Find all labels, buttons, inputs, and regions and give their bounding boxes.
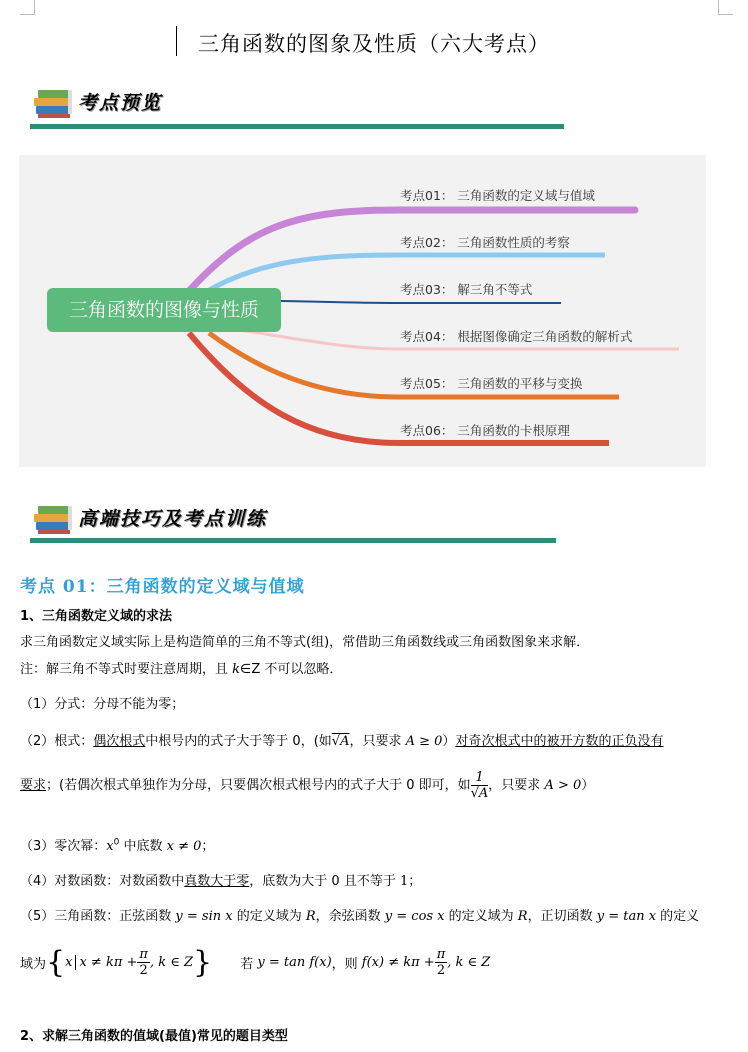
text-run: 注：解三角不等式时要注意周期，且 bbox=[20, 662, 233, 677]
math-x: x bbox=[106, 839, 114, 854]
topic-heading: 考点 01：三角函数的定义域与值域 bbox=[20, 577, 305, 597]
math-set: x bbox=[65, 955, 76, 970]
section-divider bbox=[30, 538, 556, 543]
fraction-denominator: 2 bbox=[139, 963, 148, 978]
math-fraction bbox=[435, 947, 448, 978]
math-set: , k ∈ Z bbox=[149, 955, 193, 970]
text-run: （4）对数函数：对数函数中 bbox=[20, 874, 185, 889]
math-sin: y = sin x bbox=[175, 909, 233, 924]
text-run: ，余弦函数 bbox=[315, 909, 385, 924]
subheading-domain: 1、三角函数定义域的求法 bbox=[20, 609, 173, 624]
math-k: k bbox=[232, 662, 241, 677]
list-item: （1）分式：分母不能为零； bbox=[20, 697, 185, 712]
mindmap-center-node: 三角函数的图像与性质 bbox=[47, 288, 281, 332]
mindmap-branch-label: 考点03： 解三角不等式 bbox=[400, 282, 533, 297]
math-tan: y = tan x bbox=[596, 909, 657, 924]
list-item bbox=[20, 905, 699, 924]
mindmap-branch-label: 考点06： 三角函数的卡根原理 bbox=[400, 423, 570, 438]
fraction-denominator: √A bbox=[470, 786, 489, 801]
math-set: x ≠ kπ + bbox=[79, 955, 138, 970]
text-run: ） bbox=[581, 778, 595, 793]
set-brace-right: } bbox=[193, 945, 213, 980]
fraction-denominator: 2 bbox=[436, 963, 446, 978]
fraction-numerator: π bbox=[436, 947, 446, 962]
list-item-cont bbox=[20, 770, 594, 801]
text-run: ，则 bbox=[331, 957, 362, 972]
text-run: 要求 bbox=[20, 778, 47, 793]
math-tan-f: y = tan f(x) bbox=[257, 955, 332, 970]
list-item bbox=[20, 835, 214, 854]
mindmap bbox=[19, 155, 706, 467]
math-R: R bbox=[305, 909, 316, 924]
text-run: （3）零次幂： bbox=[20, 839, 107, 854]
subheading-range: 2、求解三角函数的值域(最值)常见的题目类型 bbox=[20, 1029, 288, 1044]
paragraph-note bbox=[20, 658, 342, 677]
mindmap-branch-label: 考点04： 根据图像确定三角函数的解析式 bbox=[400, 329, 633, 344]
text-run: 的定义域为 bbox=[232, 909, 306, 924]
paragraph-line: 求三角函数定义域实际上是构造简单的三角不等式(组)，常借助三角函数线或三角函数图象来求解． bbox=[20, 635, 590, 650]
list-item-cont bbox=[20, 945, 490, 980]
text-run: 偶次根式 bbox=[93, 734, 146, 749]
text-run: 中根号内的式子大于等于 0，(如 bbox=[145, 734, 332, 749]
math-fraction bbox=[471, 770, 489, 801]
text-run: 若 bbox=[240, 957, 258, 972]
section-divider bbox=[30, 124, 564, 129]
mindmap-branch-label: 考点02： 三角函数性质的考察 bbox=[400, 235, 570, 250]
text-run: ； bbox=[408, 874, 422, 889]
set-brace-left: { bbox=[46, 945, 66, 980]
text-run: 中底数 bbox=[119, 839, 167, 854]
corner-mark-right bbox=[718, 0, 733, 15]
text-run: ∈Z 不可以忽略． bbox=[240, 662, 343, 677]
text-run: 对奇次根式中的被开方数的正负没有 bbox=[455, 734, 664, 749]
fraction-numerator: π bbox=[139, 947, 148, 962]
text-run: ） bbox=[442, 734, 456, 749]
math-sqrt: √A bbox=[331, 734, 350, 749]
fraction-numerator: 1 bbox=[471, 770, 489, 786]
section-header-training bbox=[30, 496, 570, 546]
text-run: ，只要求 bbox=[488, 778, 545, 793]
math-fraction bbox=[137, 947, 150, 978]
text-run: 的定义 bbox=[656, 909, 700, 924]
list-item bbox=[20, 870, 421, 889]
math-sup: 0 bbox=[113, 837, 120, 848]
math-one: 1 bbox=[399, 874, 409, 889]
text-run: 的定义域为 bbox=[444, 909, 518, 924]
mindmap-branch-label: 考点01： 三角函数的定义域与值域 bbox=[400, 188, 595, 203]
text-run: （2）根式： bbox=[20, 734, 94, 749]
math-cond: x ≠ 0 bbox=[166, 839, 202, 854]
math-cond: A ≥ 0 bbox=[405, 734, 443, 749]
page-title: 三角函数的图象及性质（六大考点） bbox=[198, 32, 550, 56]
text-run: ； bbox=[201, 839, 215, 854]
text-run: 真数大于零 bbox=[184, 874, 250, 889]
section-heading: 高端技巧及考点训练 bbox=[78, 508, 268, 530]
books-icon bbox=[32, 500, 76, 536]
math-cond: A > 0 bbox=[544, 778, 582, 793]
math-cond: , k ∈ Z bbox=[447, 955, 491, 970]
text-run: ；(若偶次根式单独作为分母，只要偶次根式根号内的式子大于 0 即可，如 bbox=[46, 778, 471, 793]
text-run: 域为 bbox=[20, 957, 47, 972]
corner-mark-left bbox=[20, 0, 35, 15]
math-cos: y = cos x bbox=[384, 909, 445, 924]
mindmap-branch-label: 考点05： 三角函数的平移与变换 bbox=[400, 376, 583, 391]
math-R: R bbox=[517, 909, 528, 924]
text-run: ，正切函数 bbox=[527, 909, 597, 924]
section-heading: 考点预览 bbox=[78, 92, 163, 114]
text-run: （5）三角函数：正弦函数 bbox=[20, 909, 176, 924]
books-icon bbox=[32, 84, 76, 120]
text-run: ，底数为大于 0 且不等于 bbox=[249, 874, 400, 889]
math-cond: f(x) ≠ kπ + bbox=[361, 955, 435, 970]
text-run: ，只要求 bbox=[349, 734, 406, 749]
section-header-preview bbox=[30, 80, 570, 130]
list-item bbox=[20, 730, 663, 749]
